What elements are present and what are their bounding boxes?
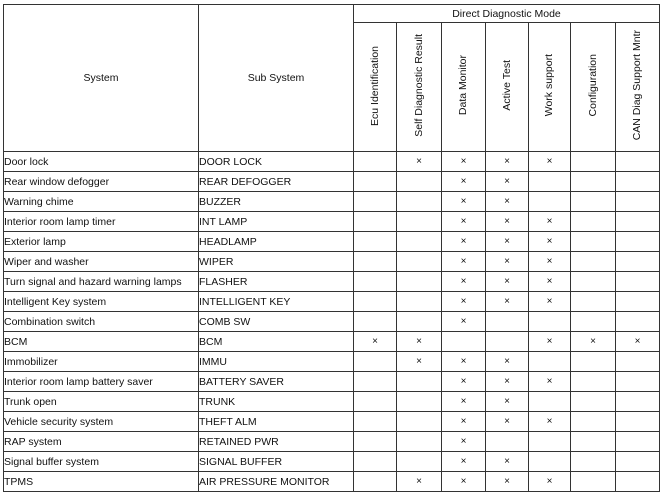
supported-mark-cell: × — [486, 192, 529, 212]
mode-header-data-monitor — [442, 23, 486, 152]
empty-mark-cell — [529, 312, 571, 332]
table-body — [4, 152, 660, 492]
supported-mark-cell: × — [486, 252, 529, 272]
supported-mark-cell: × — [442, 452, 486, 472]
empty-mark-cell — [616, 172, 660, 192]
table-row — [4, 212, 660, 232]
system-cell: RAP system — [4, 432, 199, 452]
system-cell: Wiper and washer — [4, 252, 199, 272]
empty-mark-cell — [571, 412, 616, 432]
supported-mark-cell: × — [397, 472, 442, 492]
empty-mark-cell — [354, 412, 397, 432]
empty-mark-cell — [571, 432, 616, 452]
sub-system-cell: AIR PRESSURE MONITOR — [199, 472, 354, 492]
empty-mark-cell — [354, 372, 397, 392]
supported-mark-cell: × — [486, 232, 529, 252]
sub-system-cell: BCM — [199, 332, 354, 352]
supported-mark-cell: × — [529, 212, 571, 232]
empty-mark-cell — [571, 292, 616, 312]
table-row — [4, 232, 660, 252]
supported-mark-cell: × — [442, 292, 486, 312]
sub-system-column-header: Sub System — [199, 5, 354, 152]
empty-mark-cell — [571, 312, 616, 332]
system-cell: Intelligent Key system — [4, 292, 199, 312]
supported-mark-cell: × — [442, 252, 486, 272]
empty-mark-cell — [354, 252, 397, 272]
empty-mark-cell — [397, 232, 442, 252]
supported-mark-cell: × — [486, 272, 529, 292]
supported-mark-cell: × — [442, 432, 486, 452]
supported-mark-cell: × — [486, 152, 529, 172]
sub-system-cell: WIPER — [199, 252, 354, 272]
empty-mark-cell — [486, 332, 529, 352]
sub-system-cell: FLASHER — [199, 272, 354, 292]
empty-mark-cell — [354, 292, 397, 312]
table-row — [4, 392, 660, 412]
empty-mark-cell — [354, 452, 397, 472]
empty-mark-cell — [616, 152, 660, 172]
supported-mark-cell: × — [442, 312, 486, 332]
supported-mark-cell: × — [486, 212, 529, 232]
supported-mark-cell: × — [442, 192, 486, 212]
supported-mark-cell: × — [397, 152, 442, 172]
mode-header-label: Active Test — [500, 60, 513, 111]
system-cell: Interior room lamp timer — [4, 212, 199, 232]
supported-mark-cell: × — [486, 172, 529, 192]
table-row — [4, 432, 660, 452]
system-column-header: System — [4, 5, 199, 152]
empty-mark-cell — [616, 312, 660, 332]
empty-mark-cell — [486, 432, 529, 452]
supported-mark-cell: × — [486, 392, 529, 412]
mode-header-self-diagnostic-result — [397, 23, 442, 152]
empty-mark-cell — [571, 212, 616, 232]
table-row — [4, 452, 660, 472]
sub-system-cell: RETAINED PWR — [199, 432, 354, 452]
system-cell: TPMS — [4, 472, 199, 492]
sub-system-cell: REAR DEFOGGER — [199, 172, 354, 192]
system-cell: Warning chime — [4, 192, 199, 212]
system-cell: Combination switch — [4, 312, 199, 332]
empty-mark-cell — [397, 392, 442, 412]
empty-mark-cell — [616, 372, 660, 392]
empty-mark-cell — [571, 472, 616, 492]
mode-header-label: Data Monitor — [457, 55, 470, 116]
table-row — [4, 352, 660, 372]
supported-mark-cell: × — [486, 352, 529, 372]
supported-mark-cell: × — [486, 372, 529, 392]
supported-mark-cell: × — [442, 412, 486, 432]
empty-mark-cell — [571, 152, 616, 172]
mode-header-active-test — [486, 23, 529, 152]
supported-mark-cell: × — [442, 172, 486, 192]
sub-system-cell: INT LAMP — [199, 212, 354, 232]
supported-mark-cell: × — [616, 332, 660, 352]
empty-mark-cell — [397, 272, 442, 292]
system-cell: Turn signal and hazard warning lamps — [4, 272, 199, 292]
supported-mark-cell: × — [442, 272, 486, 292]
mode-header-label: Work support — [543, 54, 556, 117]
mode-header-ecu-identification — [354, 23, 397, 152]
table-row — [4, 272, 660, 292]
supported-mark-cell: × — [442, 372, 486, 392]
empty-mark-cell — [616, 212, 660, 232]
empty-mark-cell — [529, 352, 571, 372]
empty-mark-cell — [616, 232, 660, 252]
table-row — [4, 152, 660, 172]
empty-mark-cell — [397, 452, 442, 472]
empty-mark-cell — [571, 452, 616, 472]
empty-mark-cell — [354, 192, 397, 212]
empty-mark-cell — [354, 152, 397, 172]
sub-system-cell: THEFT ALM — [199, 412, 354, 432]
mode-header-label: CAN Diag Support Mntr — [631, 30, 644, 141]
sub-system-cell: HEADLAMP — [199, 232, 354, 252]
mode-header-label: Ecu Identification — [368, 45, 381, 126]
empty-mark-cell — [529, 172, 571, 192]
supported-mark-cell: × — [442, 352, 486, 372]
empty-mark-cell — [354, 432, 397, 452]
empty-mark-cell — [442, 332, 486, 352]
mode-header-label: Self Diagnostic Result — [412, 34, 425, 137]
supported-mark-cell: × — [354, 332, 397, 352]
empty-mark-cell — [616, 432, 660, 452]
supported-mark-cell: × — [486, 472, 529, 492]
empty-mark-cell — [616, 292, 660, 312]
empty-mark-cell — [354, 212, 397, 232]
empty-mark-cell — [397, 312, 442, 332]
empty-mark-cell — [571, 352, 616, 372]
table-row — [4, 312, 660, 332]
supported-mark-cell: × — [529, 292, 571, 312]
empty-mark-cell — [616, 352, 660, 372]
table-header — [4, 5, 660, 152]
sub-system-cell: IMMU — [199, 352, 354, 372]
supported-mark-cell: × — [529, 372, 571, 392]
empty-mark-cell — [571, 232, 616, 252]
supported-mark-cell: × — [529, 272, 571, 292]
table-row — [4, 192, 660, 212]
diagnostic-mode-table-container — [3, 4, 660, 492]
supported-mark-cell: × — [529, 152, 571, 172]
empty-mark-cell — [354, 392, 397, 412]
supported-mark-cell: × — [442, 232, 486, 252]
empty-mark-cell — [354, 232, 397, 252]
empty-mark-cell — [397, 412, 442, 432]
empty-mark-cell — [616, 392, 660, 412]
empty-mark-cell — [571, 272, 616, 292]
system-cell: Vehicle security system — [4, 412, 199, 432]
empty-mark-cell — [486, 312, 529, 332]
supported-mark-cell: × — [529, 332, 571, 352]
supported-mark-cell: × — [397, 352, 442, 372]
sub-system-cell: BATTERY SAVER — [199, 372, 354, 392]
header-row-top — [4, 5, 660, 23]
sub-system-cell: COMB SW — [199, 312, 354, 332]
sub-system-cell: DOOR LOCK — [199, 152, 354, 172]
empty-mark-cell — [529, 432, 571, 452]
empty-mark-cell — [397, 212, 442, 232]
empty-mark-cell — [397, 292, 442, 312]
empty-mark-cell — [616, 252, 660, 272]
table-row — [4, 412, 660, 432]
empty-mark-cell — [616, 192, 660, 212]
empty-mark-cell — [616, 472, 660, 492]
empty-mark-cell — [354, 312, 397, 332]
empty-mark-cell — [571, 192, 616, 212]
sub-system-cell: BUZZER — [199, 192, 354, 212]
empty-mark-cell — [571, 172, 616, 192]
system-cell: BCM — [4, 332, 199, 352]
supported-mark-cell: × — [442, 472, 486, 492]
empty-mark-cell — [397, 252, 442, 272]
empty-mark-cell — [397, 172, 442, 192]
supported-mark-cell: × — [486, 292, 529, 312]
supported-mark-cell: × — [442, 212, 486, 232]
system-cell: Door lock — [4, 152, 199, 172]
supported-mark-cell: × — [529, 232, 571, 252]
supported-mark-cell: × — [442, 152, 486, 172]
supported-mark-cell: × — [397, 332, 442, 352]
empty-mark-cell — [354, 472, 397, 492]
supported-mark-cell: × — [529, 252, 571, 272]
empty-mark-cell — [571, 252, 616, 272]
empty-mark-cell — [571, 392, 616, 412]
empty-mark-cell — [529, 192, 571, 212]
mode-header-can-diag-support-mntr — [616, 23, 660, 152]
supported-mark-cell: × — [442, 392, 486, 412]
system-cell: Immobilizer — [4, 352, 199, 372]
table-row — [4, 292, 660, 312]
supported-mark-cell: × — [571, 332, 616, 352]
empty-mark-cell — [571, 372, 616, 392]
direct-diagnostic-mode-header: Direct Diagnostic Mode — [354, 5, 660, 23]
system-cell: Rear window defogger — [4, 172, 199, 192]
table-row — [4, 372, 660, 392]
table-row — [4, 332, 660, 352]
empty-mark-cell — [397, 192, 442, 212]
supported-mark-cell: × — [486, 452, 529, 472]
empty-mark-cell — [354, 272, 397, 292]
system-cell: Signal buffer system — [4, 452, 199, 472]
mode-header-configuration — [571, 23, 616, 152]
empty-mark-cell — [397, 432, 442, 452]
supported-mark-cell: × — [529, 412, 571, 432]
mode-header-label: Configuration — [586, 54, 599, 117]
supported-mark-cell: × — [529, 472, 571, 492]
sub-system-cell: TRUNK — [199, 392, 354, 412]
mode-header-work-support — [529, 23, 571, 152]
sub-system-cell: SIGNAL BUFFER — [199, 452, 354, 472]
table-row — [4, 472, 660, 492]
empty-mark-cell — [529, 392, 571, 412]
empty-mark-cell — [616, 452, 660, 472]
system-cell: Interior room lamp battery saver — [4, 372, 199, 392]
empty-mark-cell — [354, 352, 397, 372]
system-cell: Trunk open — [4, 392, 199, 412]
diagnostic-mode-table — [3, 4, 660, 492]
empty-mark-cell — [529, 452, 571, 472]
table-row — [4, 252, 660, 272]
empty-mark-cell — [616, 272, 660, 292]
empty-mark-cell — [354, 172, 397, 192]
empty-mark-cell — [616, 412, 660, 432]
supported-mark-cell: × — [486, 412, 529, 432]
table-row — [4, 172, 660, 192]
empty-mark-cell — [397, 372, 442, 392]
system-cell: Exterior lamp — [4, 232, 199, 252]
sub-system-cell: INTELLIGENT KEY — [199, 292, 354, 312]
